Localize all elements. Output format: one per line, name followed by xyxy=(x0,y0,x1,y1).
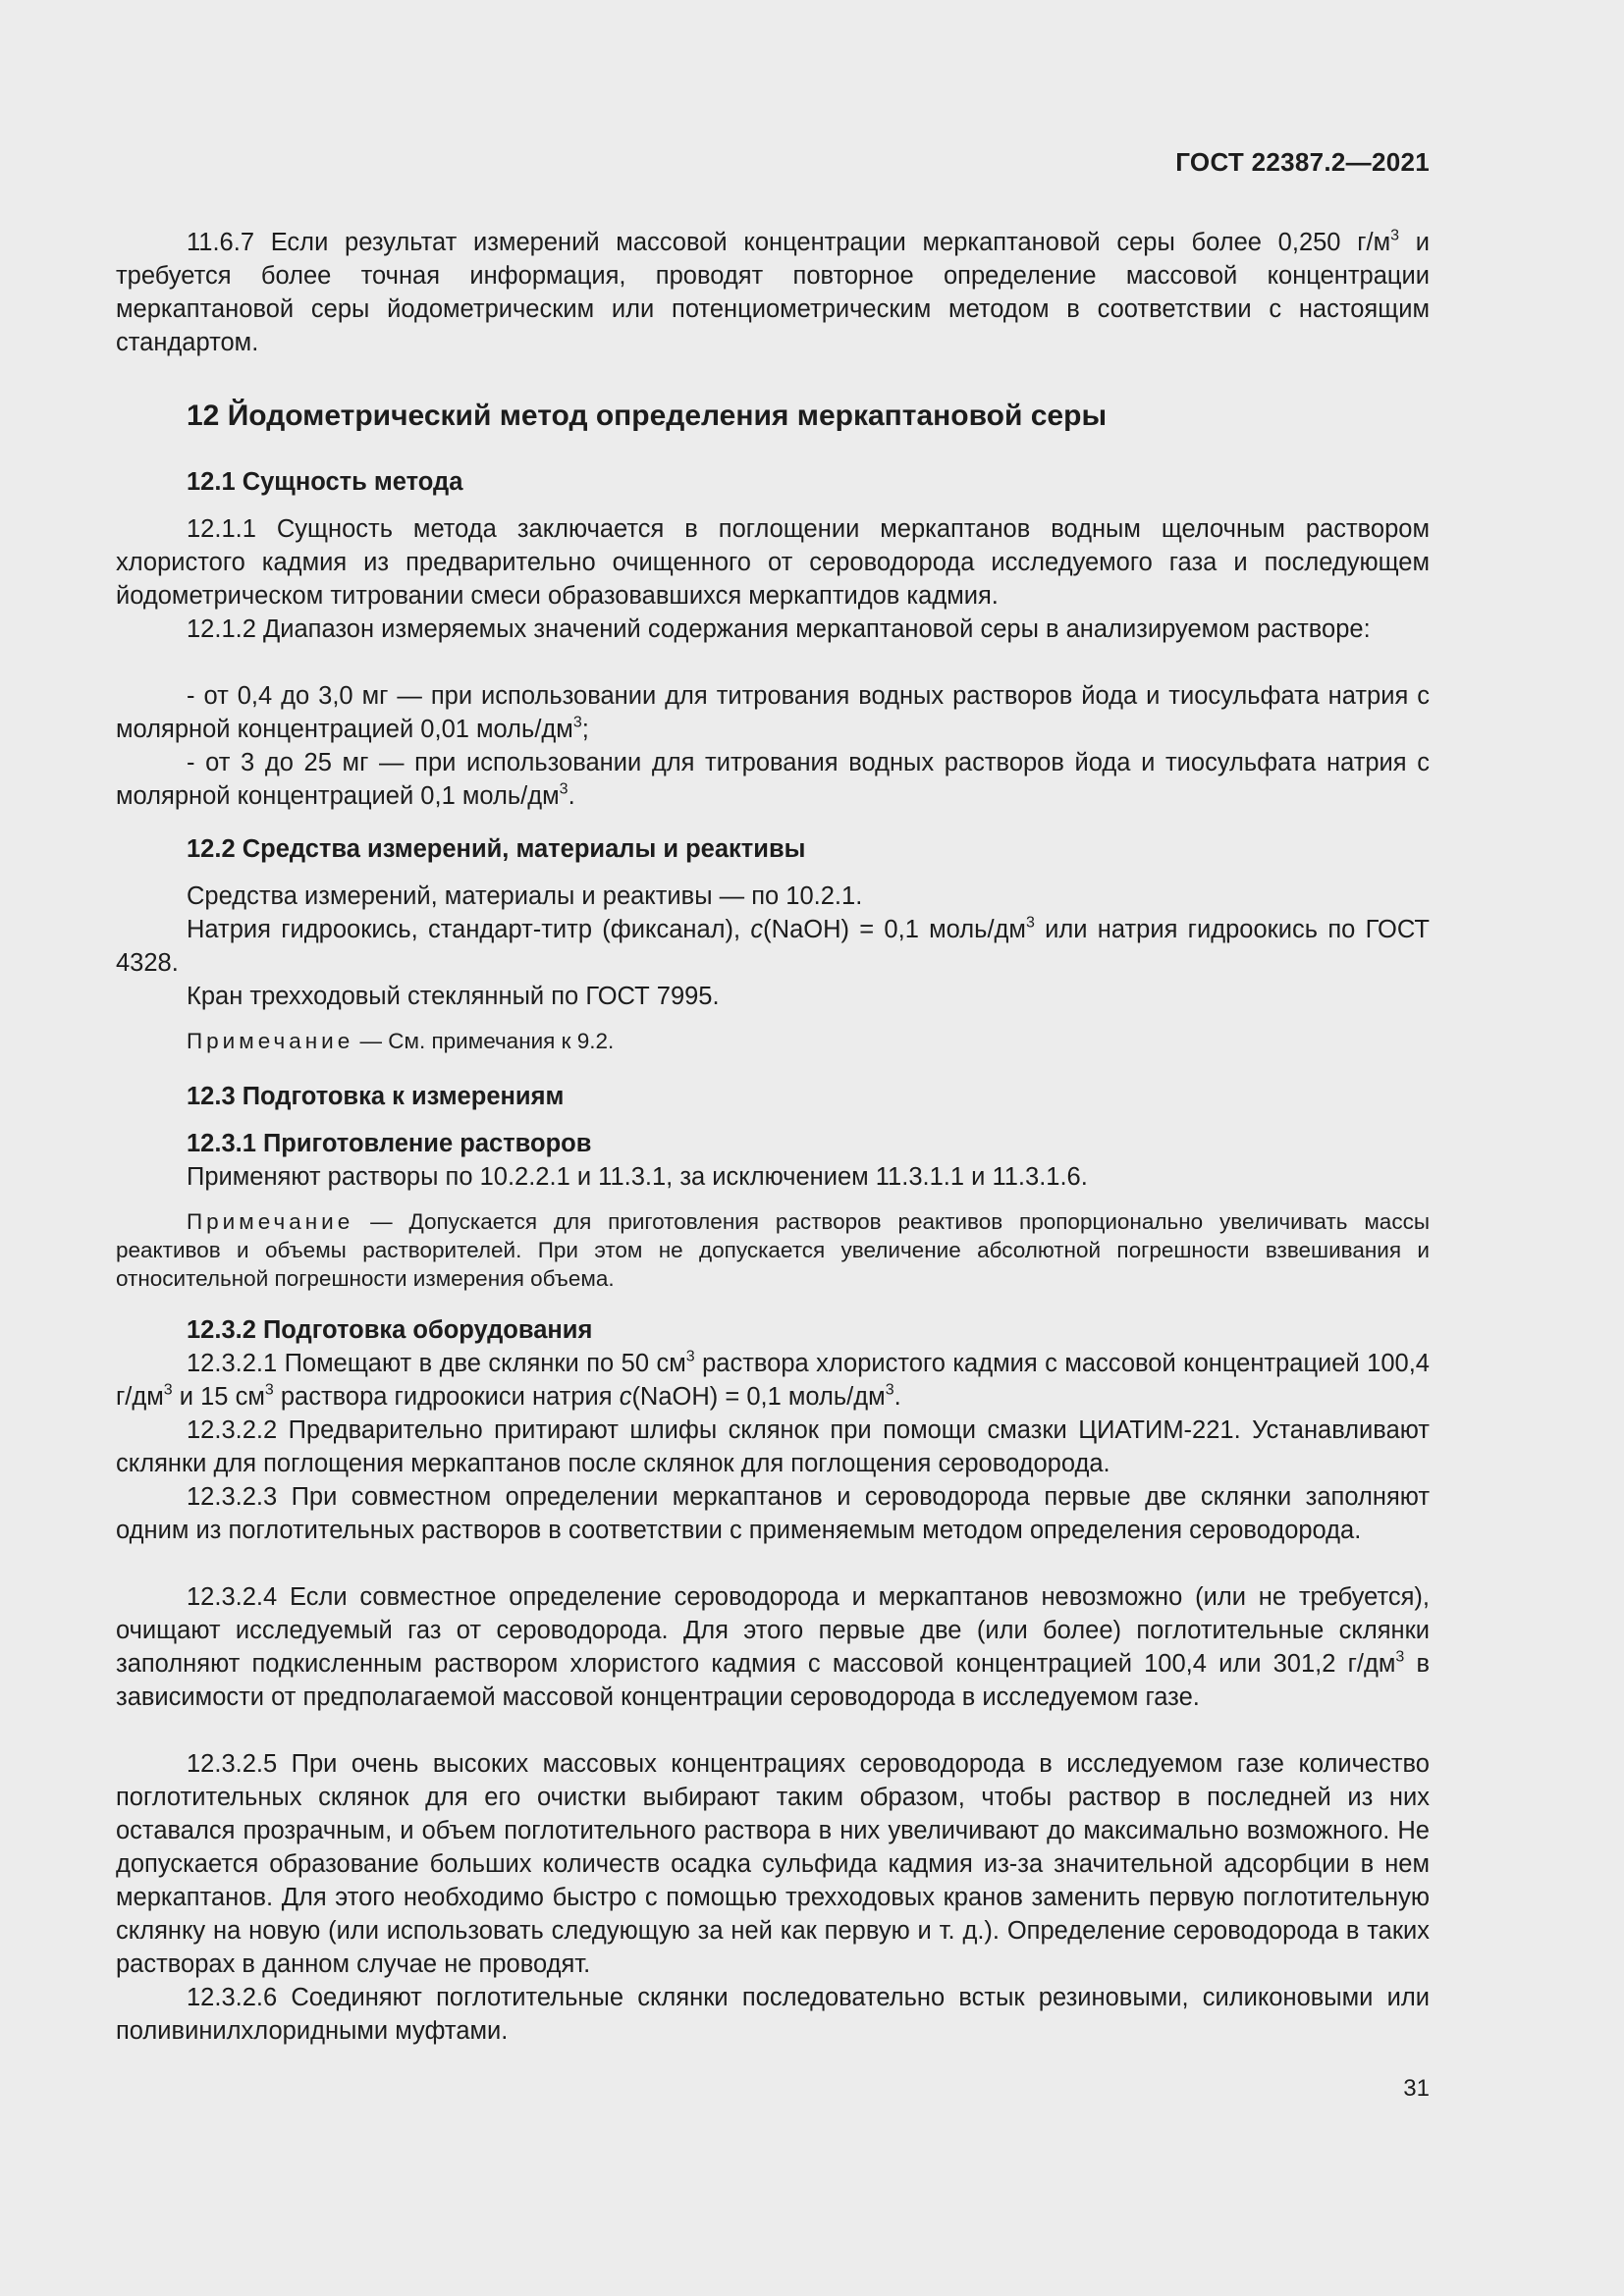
section-12-2-title: 12.2 Средства измерений, материалы и реактивы xyxy=(187,835,806,863)
section-12-1-title: 12.1 Сущность метода xyxy=(187,468,463,496)
section-12-3-title: 12.3 Подготовка к измерениям xyxy=(187,1083,565,1110)
range-item-2: - от 3 до 25 мг — при использовании для титрования водных растворов йода и тиосульфата натрия с молярной концентрацией 0,1 моль/$дм^3$. xyxy=(116,749,1430,810)
paragraph-12-3-2-6: 12.3.2.6 Соединяют поглотительные склянки последовательно встык резиновыми, силиконовыми или поливинилхлоридными муфтами. xyxy=(116,1984,1430,2045)
paragraph-12-3-2-2: 12.3.2.2 Предварительно притирают шлифы склянок при помощи смазки ЦИАТИМ-221. Устанавливают склянки для поглощения меркаптанов после склянок для поглощения сероводорода. xyxy=(116,1416,1430,1477)
paragraph-12-1-2: 12.1.2 Диапазон измеряемых значений содержания меркаптановой серы в анализируемом растворе: xyxy=(187,615,1371,643)
note-label: Примечание xyxy=(187,1209,354,1234)
paragraph-12-2-b: Натрия гидроокись, стандарт-титр (фиксанал), c(NaOH) = 0,1 моль/$дм^3$ или натрия гидроокись по ГОСТ 4328. xyxy=(116,914,1430,977)
note-2: Примечание — Допускается для приготовления растворов реактивов пропорционально увеличивать массы реактивов и объемы растворителей. При этом не допускается увеличение абсолютной погрешности взвешивания и относительной погрешности измерения объема. xyxy=(116,1209,1430,1291)
paragraph-12-2-c: Кран трехходовый стеклянный по ГОСТ 7995. xyxy=(187,983,720,1010)
note-1: Примечание — См. примечания к 9.2. xyxy=(187,1029,615,1053)
section-12-title: 12 Йодометрический метод определения меркаптановой серы xyxy=(187,400,1108,432)
section-12-3-1-title: 12.3.1 Приготовление растворов xyxy=(187,1130,592,1157)
page-number: 31 xyxy=(1403,2075,1430,2102)
range-item-1: - от 0,4 до 3,0 мг — при использовании для титрования водных растворов йода и тиосульфата натрия с молярной концентрацией 0,01 моль/$дм^3$; xyxy=(116,682,1430,743)
note-label: Примечание xyxy=(187,1029,354,1053)
paragraph-11-6-7: 11.6.7 Если результат измерений массовой концентрации меркаптановой серы более 0,250 $г/м^3$ и требуется более точная информация, проводят повторное определение массовой концентрации меркаптановой серы йодометрическим или потенциометрическим методом в соответствии с настоящим стандартом. xyxy=(116,227,1430,356)
standard-header: ГОСТ 22387.2—2021 xyxy=(1175,147,1430,177)
paragraph-12-1-1: 12.1.1 Сущность метода заключается в поглощении меркаптанов водным щелочным раствором хлористого кадмия из предварительно очищенного от сероводорода исследуемого газа и последующем йодометрическом титровании смеси образовавшихся меркаптидов кадмия. xyxy=(116,515,1430,610)
paragraph-12-3-2-5: 12.3.2.5 При очень высоких массовых концентрациях сероводорода в исследуемом газе количество поглотительных склянок для его очистки выбирают таким образом, чтобы раствор в последней из них оставался прозрачным, и объем поглотительного раствора в них увеличивают до максимально возможного. Не допускается образование больших количеств осадка сульфида кадмия из-за значительной адсорбции в нем меркаптанов. Для этого необходимо быстро с помощью трехходовых кранов заменить первую поглотительную склянку на новую (или использовать следующую за ней как первую и т. д.). Определение сероводорода в таких растворах в данном случае не проводят. xyxy=(116,1750,1430,1978)
paragraph-12-3-2-4: 12.3.2.4 Если совместное определение сероводорода и меркаптанов невозможно (или не требуется), очищают исследуемый газ от сероводорода. Для этого первые две (или более) поглотительные склянки заполняют подкисленным раствором хлористого кадмия с массовой концентрацией 100,4 или 301,2 $г/дм^3$ в зависимости от предполагаемой массовой концентрации сероводорода в исследуемом газе. xyxy=(116,1583,1430,1711)
section-12-3-2-title: 12.3.2 Подготовка оборудования xyxy=(187,1316,593,1344)
paragraph-12-3-1: Применяют растворы по 10.2.2.1 и 11.3.1, за исключением 11.3.1.1 и 11.3.1.6. xyxy=(187,1163,1088,1191)
paragraph-12-3-2-3: 12.3.2.3 При совместном определении меркаптанов и сероводорода первые две склянки заполняют одним из поглотительных растворов в соответствии с применяемым методом определения сероводорода. xyxy=(116,1483,1430,1544)
paragraph-12-3-2-1: 12.3.2.1 Помещают в две склянки по 50 $см^3$ раствора хлористого кадмия с массовой концентрацией 100,4 $г/дм^3$ и 15 $см^3$ раствора гидроокиси натрия c(NaOH) = 0,1 моль/$дм^3$. xyxy=(116,1348,1430,1411)
paragraph-12-2-a: Средства измерений, материалы и реактивы — по 10.2.1. xyxy=(187,882,863,910)
